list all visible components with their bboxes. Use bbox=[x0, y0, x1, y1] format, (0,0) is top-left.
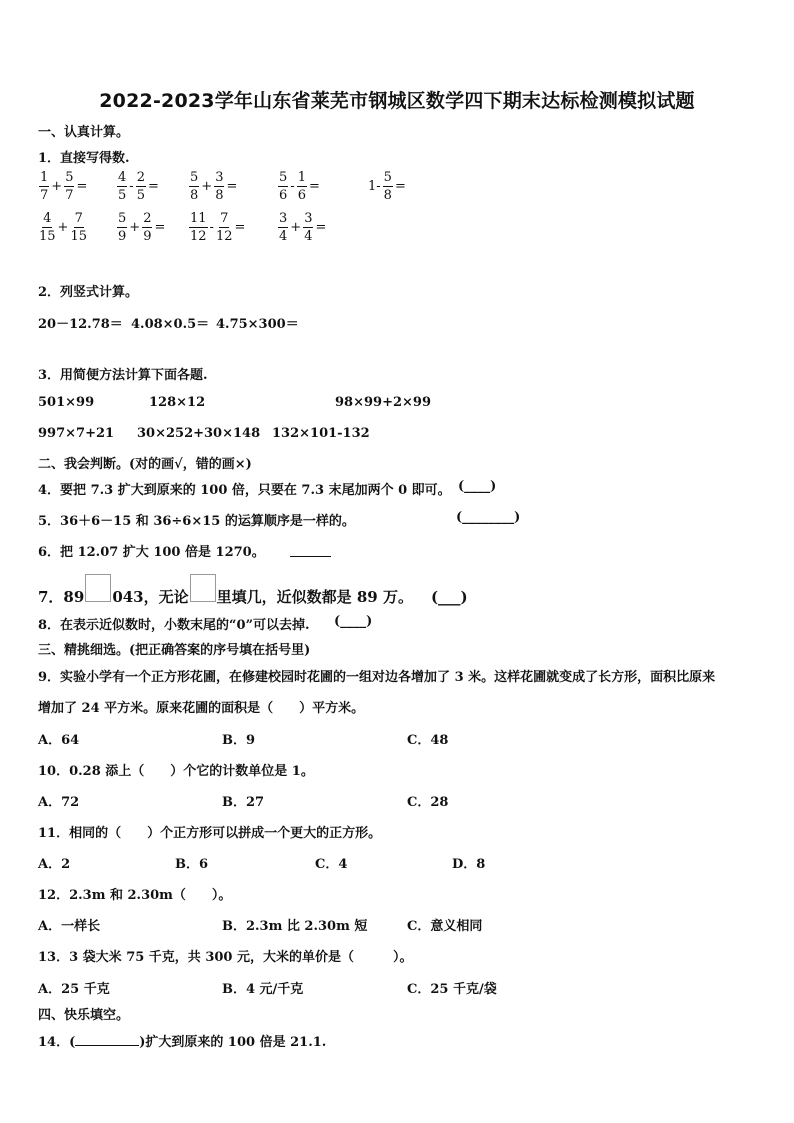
question-4: 4．要把 7.3 扩大到原来的 100 倍，只要在 7.3 末尾加两个 0 即可。 bbox=[38, 483, 451, 498]
fraction bbox=[216, 212, 233, 243]
fraction bbox=[142, 212, 152, 243]
equals-sign: = bbox=[308, 179, 320, 194]
section-3-heading: 三、精挑细选。(把正确答案的序号填在括号里) bbox=[38, 643, 311, 658]
q7-digit-box[interactable] bbox=[85, 574, 111, 602]
fraction-expression bbox=[367, 171, 407, 202]
q13-option-a[interactable]: A．25 千克 bbox=[38, 982, 110, 997]
q9-option-a[interactable]: A．64 bbox=[38, 733, 80, 748]
lead-term: 1- bbox=[368, 179, 381, 194]
q11-option-d[interactable]: D．8 bbox=[452, 857, 486, 872]
question-9-line-1: 9．实验小学有一个正方形花圃，在修建校园时花圃的一组对边各增加了 3 米。这样花圃就变成了长方形，面积比原来 bbox=[38, 670, 716, 685]
operator: - bbox=[290, 179, 295, 194]
q14-answer-blank[interactable] bbox=[75, 1045, 139, 1046]
q7-text-b: 043，无论 bbox=[112, 588, 189, 606]
numerator: 4 bbox=[43, 211, 52, 226]
fraction-expression bbox=[116, 212, 166, 243]
numerator: 11 bbox=[190, 211, 207, 226]
equals-sign: = bbox=[154, 220, 166, 235]
fraction-expression bbox=[116, 171, 160, 202]
q14-text-b: )扩大到原来的 100 倍是 21.1. bbox=[139, 1035, 327, 1050]
q2-item-1: 20－12.78＝ bbox=[38, 317, 123, 332]
q13-option-c[interactable]: C．25 千克/袋 bbox=[407, 982, 497, 997]
operator: + bbox=[57, 220, 69, 235]
numerator: 2 bbox=[136, 170, 145, 185]
question-9-line-2: 增加了 24 平方米。原来花圃的面积是（ ）平方米。 bbox=[38, 701, 365, 716]
question-12: 12．2.3m 和 2.30m（ ）。 bbox=[38, 888, 232, 903]
fraction bbox=[278, 212, 288, 243]
question-7 bbox=[38, 574, 468, 607]
denominator: 8 bbox=[190, 188, 199, 203]
denominator: 5 bbox=[118, 188, 127, 203]
numerator: 3 bbox=[304, 211, 313, 226]
q2-item-3: 4.75×300＝ bbox=[216, 317, 299, 332]
q7-answer-blank[interactable]: (___) bbox=[430, 588, 468, 606]
denominator: 7 bbox=[40, 188, 49, 203]
numerator: 3 bbox=[279, 211, 288, 226]
q11-option-c[interactable]: C．4 bbox=[315, 857, 348, 872]
q13-option-b[interactable]: B．4 元/千克 bbox=[222, 982, 304, 997]
numerator: 3 bbox=[215, 170, 224, 185]
fraction bbox=[297, 171, 307, 202]
denominator: 15 bbox=[70, 229, 87, 244]
question-2: 2．列竖式计算。 bbox=[38, 285, 139, 300]
fraction-expression bbox=[38, 212, 88, 243]
q3-item-3: 98×99+2×99 bbox=[335, 395, 431, 410]
numerator: 5 bbox=[383, 170, 392, 185]
fraction bbox=[189, 171, 199, 202]
question-14 bbox=[38, 1031, 326, 1050]
page-title: 2022-2023学年山东省莱芜市钢城区数学四下期末达标检测模拟试题 bbox=[99, 90, 695, 112]
equals-sign: = bbox=[76, 179, 88, 194]
numerator: 5 bbox=[65, 170, 74, 185]
question-1: 1．直接写得数. bbox=[38, 151, 130, 166]
equals-sign: = bbox=[315, 220, 327, 235]
q7-text-a: 7．89 bbox=[38, 588, 85, 606]
fraction-expression bbox=[277, 212, 327, 243]
q12-option-c[interactable]: C．意义相同 bbox=[407, 919, 483, 934]
q3-item-6: 132×101-132 bbox=[272, 426, 370, 441]
denominator: 4 bbox=[304, 229, 313, 244]
denominator: 5 bbox=[136, 188, 145, 203]
q3-item-1: 501×99 bbox=[38, 395, 95, 410]
denominator: 9 bbox=[118, 229, 127, 244]
numerator: 5 bbox=[190, 170, 199, 185]
fraction bbox=[117, 212, 127, 243]
q9-option-b[interactable]: B．9 bbox=[222, 733, 256, 748]
question-8: 8．在表示近似数时，小数末尾的“0”可以去掉. bbox=[38, 618, 310, 633]
q3-item-4: 997×7+21 bbox=[38, 426, 115, 441]
numerator: 7 bbox=[74, 211, 83, 226]
fraction-expression bbox=[277, 171, 321, 202]
denominator: 9 bbox=[143, 229, 152, 244]
equals-sign: = bbox=[234, 220, 246, 235]
q2-item-2: 4.08×0.5＝ bbox=[131, 317, 210, 332]
fraction bbox=[189, 212, 208, 243]
operator: + bbox=[201, 179, 213, 194]
denominator: 7 bbox=[65, 188, 74, 203]
fraction bbox=[303, 212, 313, 243]
numerator: 7 bbox=[220, 211, 229, 226]
q7-digit-box-ref bbox=[190, 574, 216, 602]
equals-sign: = bbox=[226, 179, 238, 194]
q10-option-c[interactable]: C．28 bbox=[407, 795, 449, 810]
q11-option-b[interactable]: B．6 bbox=[175, 857, 209, 872]
denominator: 6 bbox=[297, 188, 306, 203]
operator: - bbox=[129, 179, 134, 194]
operator: + bbox=[51, 179, 63, 194]
q9-option-c[interactable]: C．48 bbox=[407, 733, 449, 748]
q11-option-a[interactable]: A．2 bbox=[38, 857, 71, 872]
fraction bbox=[39, 171, 49, 202]
fraction-expression bbox=[188, 171, 238, 202]
question-5: 5．36＋6－15 和 36÷6×15 的运算顺序是一样的。 bbox=[38, 514, 355, 529]
section-1-heading: 一、认真计算。 bbox=[38, 125, 130, 140]
question-11: 11．相同的（ ）个正方形可以拼成一个更大的正方形。 bbox=[38, 826, 382, 841]
fraction bbox=[64, 171, 74, 202]
denominator: 12 bbox=[215, 229, 233, 244]
fraction bbox=[136, 171, 146, 202]
fraction bbox=[70, 212, 87, 243]
numerator: 1 bbox=[297, 170, 306, 185]
numerator: 4 bbox=[118, 170, 127, 185]
fraction bbox=[278, 171, 288, 202]
q10-option-a[interactable]: A．72 bbox=[38, 795, 80, 810]
numerator: 1 bbox=[40, 170, 49, 185]
denominator: 4 bbox=[279, 229, 288, 244]
fraction-expression bbox=[38, 171, 88, 202]
numerator: 2 bbox=[143, 211, 152, 226]
denominator: 8 bbox=[383, 188, 392, 203]
operator: + bbox=[290, 220, 302, 235]
question-10: 10．0.28 添上（ ）个它的计数单位是 1。 bbox=[38, 764, 314, 779]
numerator: 5 bbox=[118, 211, 127, 226]
q8-answer-blank[interactable]: (____) bbox=[334, 614, 373, 629]
q10-option-b[interactable]: B．27 bbox=[222, 795, 265, 810]
denominator: 6 bbox=[279, 188, 288, 203]
q3-item-2: 128×12 bbox=[149, 395, 206, 410]
q4-answer-blank[interactable]: (____) bbox=[458, 479, 497, 494]
fraction bbox=[383, 171, 393, 202]
q6-answer-blank[interactable] bbox=[290, 556, 331, 557]
denominator: 15 bbox=[39, 229, 56, 244]
denominator: 8 bbox=[215, 188, 224, 203]
numerator: 5 bbox=[279, 170, 288, 185]
denominator: 12 bbox=[190, 229, 207, 244]
fraction-expression bbox=[188, 212, 246, 243]
equals-sign: = bbox=[394, 179, 406, 194]
section-4-heading: 四、快乐填空。 bbox=[38, 1008, 130, 1023]
q12-option-a[interactable]: A．一样长 bbox=[38, 919, 101, 934]
fraction bbox=[214, 171, 224, 202]
q12-option-b[interactable]: B．2.3m 比 2.30m 短 bbox=[222, 919, 368, 934]
q5-answer-blank[interactable]: (________) bbox=[456, 510, 521, 525]
section-2-heading: 二、我会判断。(对的画√，错的画×) bbox=[38, 457, 252, 472]
fraction bbox=[117, 171, 127, 202]
question-3: 3．用简便方法计算下面各题. bbox=[38, 368, 208, 383]
fraction bbox=[39, 212, 56, 243]
operator: + bbox=[129, 220, 141, 235]
q7-text-c: 里填几，近似数都是 89 万。 bbox=[216, 588, 413, 606]
question-6: 6．把 12.07 扩大 100 倍是 1270。 bbox=[38, 545, 265, 560]
equals-sign: = bbox=[147, 179, 159, 194]
question-13: 13．3 袋大米 75 千克，共 300 元，大米的单价是（ ）。 bbox=[38, 950, 413, 965]
q14-text-a: 14．( bbox=[38, 1035, 76, 1050]
q3-item-5: 30×252+30×148 bbox=[137, 426, 261, 441]
operator: - bbox=[209, 220, 214, 235]
